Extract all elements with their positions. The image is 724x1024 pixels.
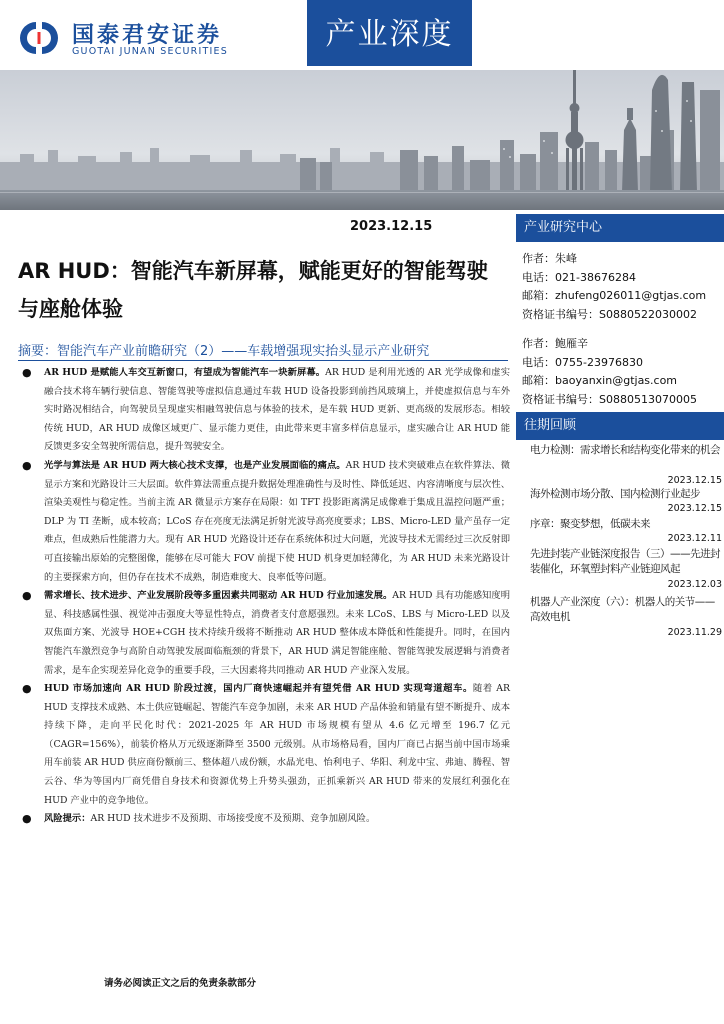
abstract-item xyxy=(22,587,510,680)
past-report-date: 2023.12.03 xyxy=(667,579,722,590)
report-type-label: 产业深度 xyxy=(307,0,472,66)
abstract-body: AR HUD 具有功能感知度明显、科技感属性强、视觉冲击强度大等显性特点，消费者支付意愿强烈。未来 LCoS、LBS 与 Micro-LED 以及双焦面方案、光波导 HOE+CGH 技术持续升级将不断推动 AR HUD 整体成本降低和性能提升。同时，在国内智能汽车激烈竞争与高阶自动驾驶发展面临瓶颈的背景下，AR HUD 满足智能座舱、智能驾驶发展逻辑与消费者需求，是车企实现差异化竞争的重要手段，三大因素将共同推动 AR HUD 产业深入发展。 xyxy=(44,590,510,676)
past-report-title[interactable]: 海外检测市场分散、国内检测行业起步 xyxy=(530,488,700,500)
abstract-lead: AR HUD 是赋能人车交互新窗口，有望成为智能汽车一块新屏幕。 xyxy=(44,367,326,378)
analyst-cert: 资格证书编号：S0880513070005 xyxy=(522,392,697,406)
report-title: AR HUD：智能汽车新屏幕，赋能更好的智能驾驶与座舱体验 xyxy=(18,259,488,321)
subtitle-divider xyxy=(18,360,508,361)
abstract-item xyxy=(22,810,510,829)
past-report-date: 2023.12.15 xyxy=(667,503,722,514)
page-header xyxy=(0,0,724,70)
company-logo-icon xyxy=(18,20,62,56)
abstract-body: AR HUD 技术进步不及预期、市场接受度不及预期、竞争加剧风险。 xyxy=(90,813,376,825)
abstract-lead: 需求增长、技术进步、产业发展阶段等多重因素共同驱动 AR HUD 行业加速发展。 xyxy=(44,590,393,602)
past-report-date: 2023.12.11 xyxy=(667,533,722,544)
abstract-body: AR HUD 是利用光透的 AR 光学成像和虚实融合技术将车辆行驶信息、智能驾驶等虚拟信息通过车载 HUD 设备投影到前挡风玻璃上，并使虚拟信息与车外实时路况相结合，向驾驶员呈现虚实相融驾驶信息与体验的技术，是车载 HUD 更新、更高级的发展形态。相较传统 HUD，AR HUD 成像区域更广、显示能力更佳，由此带来更丰富多样信息显示，虚实融合让 AR HUD 能反馈更多安全驾驶所需信息，提升驾驶安全。 xyxy=(44,367,510,453)
past-report-title[interactable]: 电力检测：需求增长和结构变化带来的机会 xyxy=(530,444,720,456)
abstract-lead: HUD 市场加速向 AR HUD 阶段过渡，国内厂商快速崛起并有望凭借 AR HUD 实现弯道超车。 xyxy=(44,683,473,695)
abstract-item xyxy=(22,364,510,457)
past-report-item[interactable] xyxy=(530,487,722,515)
abstract-item xyxy=(22,680,510,810)
analyst-email[interactable]: 邮箱：baoyanxin@gtjas.com xyxy=(522,374,678,387)
past-report-title[interactable]: 机器人产业深度（六）：机器人的关节——高效电机 xyxy=(530,596,715,623)
past-report-title[interactable]: 先进封装产业链深度报告（三）——先进封装催化，环氧塑封料产业链迎风起 xyxy=(530,548,720,575)
past-report-date: 2023.11.29 xyxy=(667,627,722,638)
past-report-item[interactable] xyxy=(530,443,722,487)
past-report-title[interactable]: 序章：聚变梦想，低碳未来 xyxy=(530,518,650,530)
bullet-icon: ● xyxy=(22,682,32,696)
past-report-item[interactable] xyxy=(530,517,722,545)
past-report-item[interactable] xyxy=(530,595,722,639)
abstract-list xyxy=(22,364,510,829)
research-center-header: 产业研究中心 xyxy=(516,214,724,242)
abstract-item xyxy=(22,457,510,587)
bullet-icon: ● xyxy=(22,366,32,379)
report-date: 2023.12.15 xyxy=(350,219,433,234)
analyst-block xyxy=(522,335,722,409)
analyst-block xyxy=(522,250,722,324)
report-subtitle: 摘要：智能汽车产业前瞻研究（2）——车载增强现实抬头显示产业研究 xyxy=(18,344,430,359)
abstract-lead: 风险提示： xyxy=(44,813,91,825)
analyst-phone: 电话：0755-23976830 xyxy=(522,355,643,369)
brand-name-en: GUOTAI JUNAN SECURITIES xyxy=(72,46,228,57)
abstract-body: 随着 AR HUD 支撑技术成熟、本土供应链崛起、智能汽车竞争加剧，未来 AR HUD 产品体验和销量有望不断提升、成本持续下降，走向平民化时代：2021-2025 年 AR HUD 市场规模有望从 4.6 亿元增至 196.7 亿元（CAGR=156%），前装价格从万元级逐渐降至 3500 元级别。从市场格局看，国内厂商已占据当前中国市场乘用车前装 AR HUD 供应商份额前三、整体超八成份额，水晶光电、怡利电子、华阳、利龙中宝、弗迪、腾程、智云谷、华为等国内厂商凭借自身技术和资源优势上升势头强劲，正抓乘新兴 AR HUD 带来的发展红利强化在 HUD 产业中的竞争地位。 xyxy=(44,683,511,806)
analyst-phone: 电话：021-38676284 xyxy=(522,270,636,284)
past-reports-list xyxy=(530,443,722,639)
abstract-lead: 光学与算法是 AR HUD 两大核心技术支撑，也是产业发展面临的痛点。 xyxy=(44,459,346,471)
past-reports-header: 往期回顾 xyxy=(516,412,724,440)
analyst-cert: 资格证书编号：S0880522030002 xyxy=(522,307,697,321)
past-report-date: 2023.12.15 xyxy=(667,475,722,486)
disclaimer-note: 请务必阅读正文之后的免责条款部分 xyxy=(104,978,257,989)
brand-name-cn: 国泰君安证券 xyxy=(72,23,223,48)
analyst-name: 作者：鲍雁辛 xyxy=(522,337,588,350)
analyst-name: 作者：朱峰 xyxy=(522,252,577,265)
bullet-icon: ● xyxy=(22,458,32,472)
bullet-icon: ● xyxy=(22,812,32,826)
city-skyline-image xyxy=(0,70,724,210)
bullet-icon: ● xyxy=(22,589,32,603)
past-report-item[interactable] xyxy=(530,547,722,591)
abstract-body: AR HUD 技术突破难点在软件算法、微显示方案和光路设计三大层面。软件算法需重点提升数据处理准确性与及时性、降低延迟、内容清晰度与层次性、渲染美观性与稳定性。当前主流 AR 微显示方案存在局限：如 TFT 投影距离满足成像难于集成且温控问题严重；DLP 为 TI 垄断，成本较高；LCoS 存在亮度无法满足折射光波导高亮度要求；LBS、Micro-LED 量产虽存一定难点，但成熟后性能潜力大。现有 AR HUD 光路设计还存在系统体积过大问题，光波导技术无需经过三次反射即可直接输出原始的完整图像，能够在尽可能大 FOV 前提下使 HUD 机身更加轻薄化，为 AR HUD 未来光路设计的主要探索方向，但仍存在技术不成熟，制造难度大、良率低等问题。 xyxy=(44,459,510,583)
analyst-email[interactable]: 邮箱：zhufeng026011@gtjas.com xyxy=(522,289,707,302)
